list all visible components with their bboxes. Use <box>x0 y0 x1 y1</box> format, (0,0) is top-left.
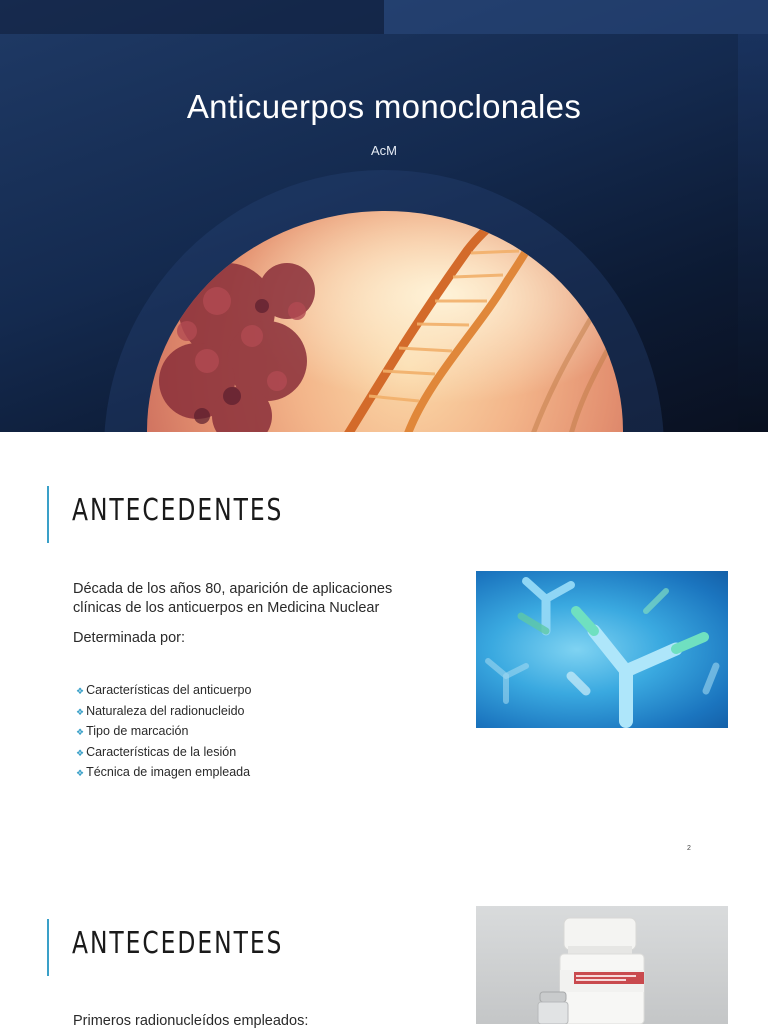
diamond-bullet-icon: ❖ <box>76 768 85 778</box>
criteria-list <box>76 680 251 783</box>
section-heading: ANTECEDENTES <box>72 926 284 961</box>
header-panel-left <box>0 0 384 34</box>
section-heading: ANTECEDENTES <box>72 493 284 528</box>
diamond-bullet-icon: ❖ <box>76 747 85 758</box>
heading-accent-bar <box>47 919 49 976</box>
list-item: ❖ Características del anticuerpo <box>76 683 252 697</box>
header-panel-right <box>384 0 768 34</box>
title-slide <box>0 0 768 432</box>
radionuclides-intro: Primeros radionucleídos empleados: <box>73 1013 309 1029</box>
page-number: 2 <box>687 845 691 852</box>
slide-subtitle: AcM <box>371 143 397 158</box>
list-item: ❖ Técnica de imagen empleada <box>76 765 251 779</box>
list-item: ❖ Tipo de marcación <box>76 724 189 738</box>
diamond-bullet-icon: ❖ <box>76 727 85 737</box>
diamond-bullet-icon: ❖ <box>76 686 85 696</box>
slide-title: Anticuerpos monoclonales <box>186 88 582 125</box>
list-item: ❖ Naturaleza del radionucleido <box>76 703 245 718</box>
dna-helix-image <box>147 211 623 432</box>
antibody-illustration <box>476 571 728 728</box>
intro-line-1: Década de los años 80, aparición de aplicaciones <box>73 581 393 597</box>
intro-line-2: clínicas de los anticuerpos en Medicina Nuclear <box>73 600 380 616</box>
medicine-vial-photo <box>476 906 728 1024</box>
list-item: ❖ Características de la lesión <box>76 744 237 759</box>
heading-accent-bar <box>47 486 49 543</box>
determinada-label: Determinada por: <box>73 630 186 646</box>
diamond-bullet-icon: ❖ <box>76 706 85 717</box>
